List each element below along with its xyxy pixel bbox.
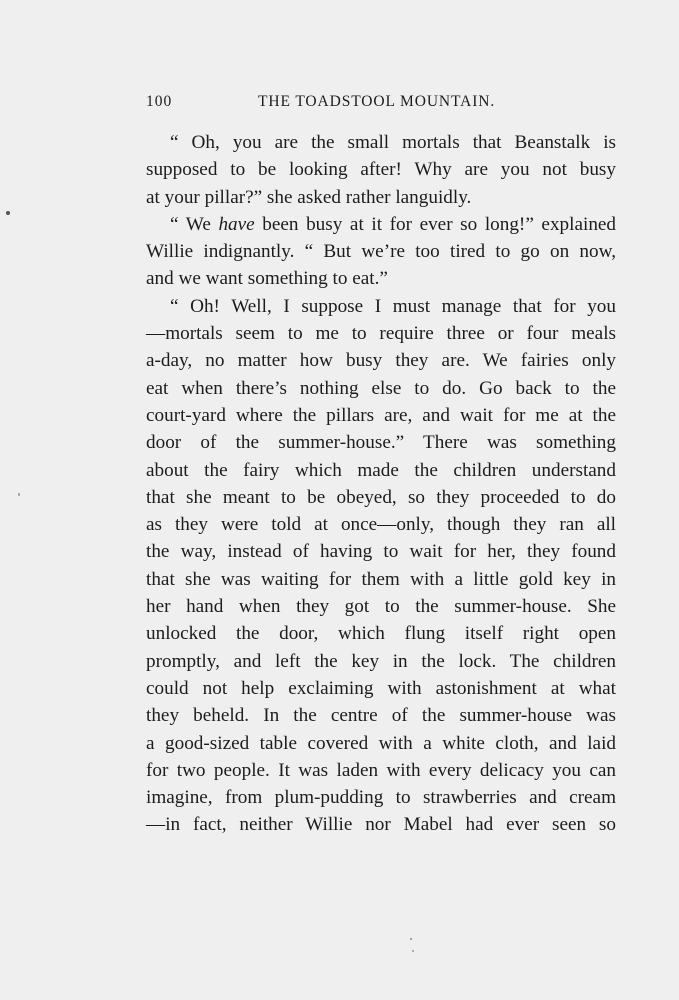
text-line: imagine, from plum-pudding to strawberries and cream — [146, 787, 616, 809]
text-line: her hand when they got to the summer-house. She — [146, 596, 616, 618]
running-title: THE TOADSTOOL MOUNTAIN. — [258, 93, 496, 110]
text-line — [146, 211, 616, 238]
body-text — [146, 129, 616, 839]
text-line: the way, instead of having to wait for her, they found — [146, 541, 616, 563]
text-line: court-yard where the pillars are, and wait for me at the — [146, 404, 616, 426]
text-line: could not help exclaiming with astonishment at what — [146, 677, 616, 699]
text-line: eat when there’s nothing else to do. Go back to the — [146, 377, 616, 399]
text-line: a-day, no matter how busy they are. We fairies only — [146, 350, 616, 372]
text-line: for two people. It was laden with every delicacy you can — [146, 759, 616, 781]
text-segment: been busy at it for ever so long!” explained — [262, 213, 617, 235]
margin-speck — [18, 493, 20, 496]
text-line: that she meant to be obeyed, so they proceeded to do — [146, 486, 616, 508]
running-head — [146, 93, 616, 113]
text-segment: “ We — [170, 213, 211, 235]
text-line: promptly, and left the key in the lock. The children — [146, 650, 616, 672]
text-line: at your pillar?” she asked rather languidly. — [146, 186, 472, 208]
text-line: unlocked the door, which flung itself right open — [146, 623, 616, 645]
text-line: door of the summer-house.” There was something — [146, 432, 616, 454]
margin-speck — [6, 211, 10, 215]
text-line: —mortals seem to me to require three or four meals — [146, 323, 616, 345]
text-line: they beheld. In the centre of the summer-house was — [146, 705, 616, 727]
text-line: —in fact, neither Willie nor Mabel had ever seen so — [146, 814, 616, 836]
text-line: supposed to be looking after! Why are you not busy — [146, 159, 616, 181]
text-line: “ Oh! Well, I suppose I must manage that for you — [170, 295, 616, 317]
margin-speck — [412, 950, 414, 952]
emphasized-word: have — [218, 213, 255, 235]
text-line: as they were told at once—only, though they ran all — [146, 514, 616, 536]
text-line: “ Oh, you are the small mortals that Beanstalk is — [170, 132, 616, 153]
page-number: 100 — [146, 93, 173, 110]
text-line: about the fairy which made the children understand — [146, 459, 616, 481]
text-line: Willie indignantly. “ But we’re too tired to go on now, — [146, 241, 616, 263]
text-line: and we want something to eat.” — [146, 268, 388, 290]
text-line: that she was waiting for them with a little gold key in — [146, 568, 616, 590]
text-line: a good-sized table covered with a white cloth, and laid — [146, 732, 616, 754]
margin-speck — [410, 938, 412, 940]
